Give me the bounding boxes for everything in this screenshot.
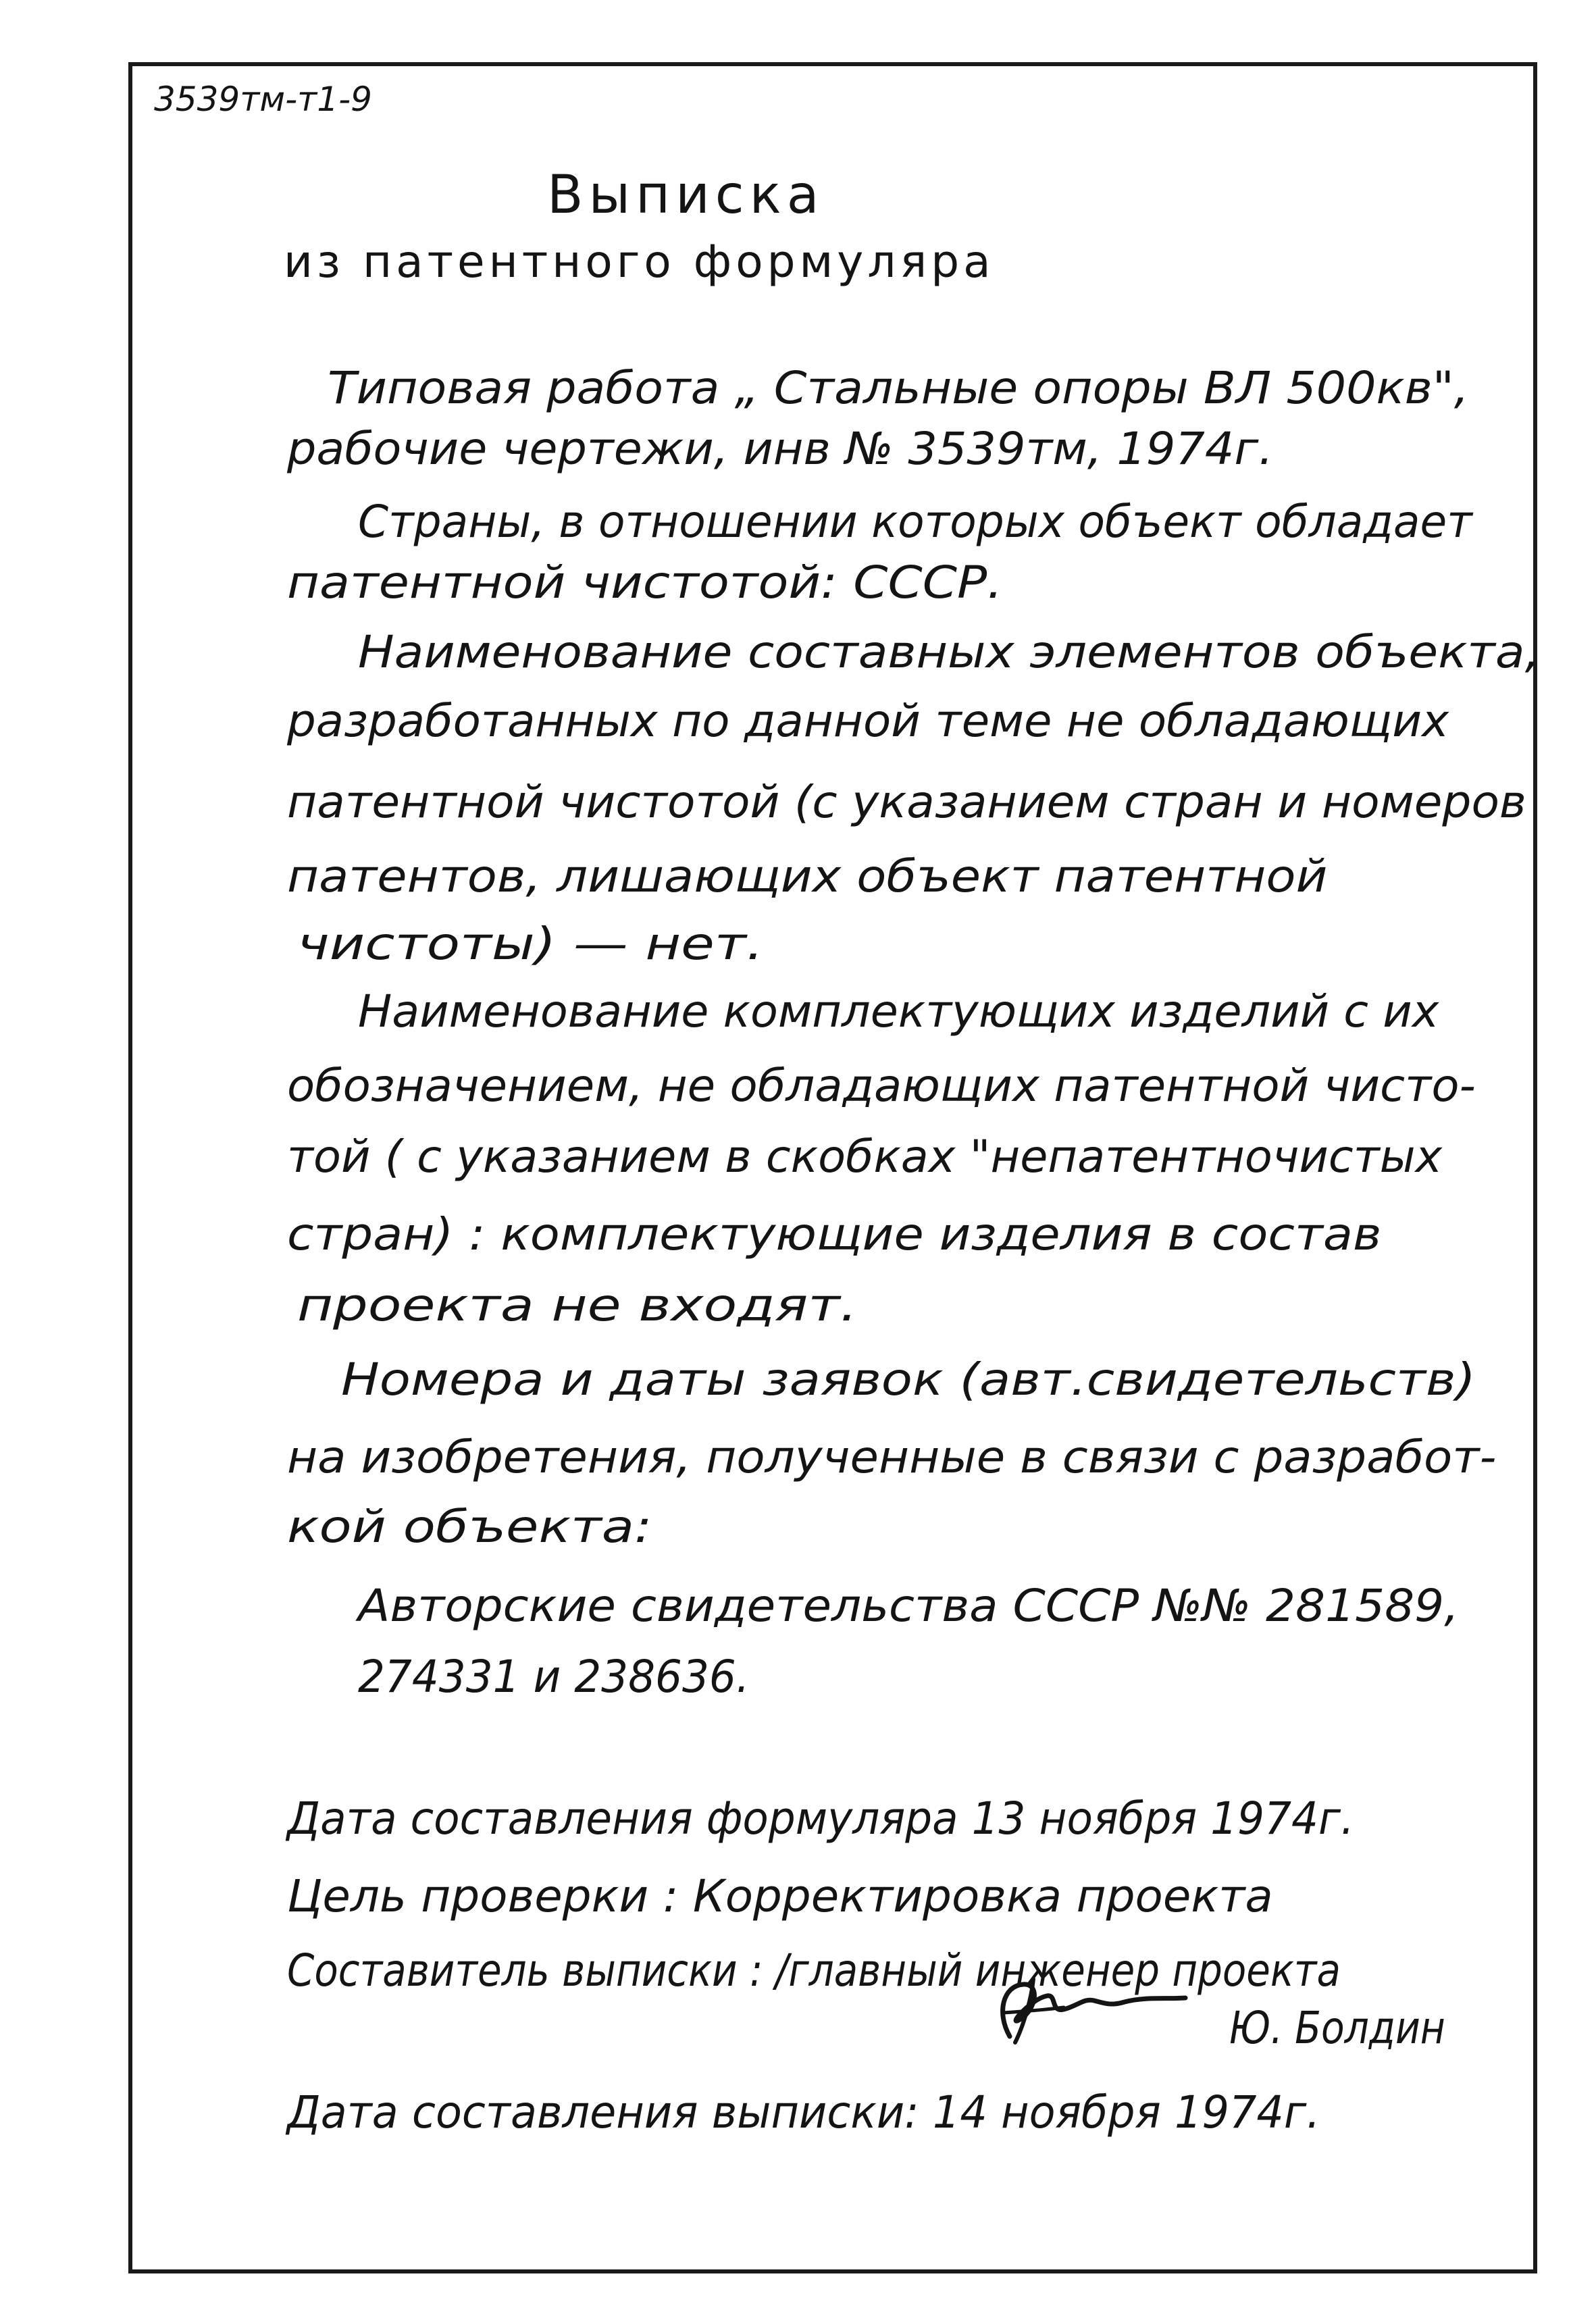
document-subtitle: из патентного формуляра	[284, 236, 995, 288]
compiler-line: Составитель выписки : /главный инженер проекта	[287, 1945, 1341, 1997]
document-title: Выписка	[547, 165, 825, 226]
paragraph-line: обозначением, не обладающих патентной чисто-	[287, 1060, 1476, 1112]
paragraph-line: разработанных по данной теме не обладающих	[287, 695, 1449, 747]
paragraph-line: чистоты) — нет.	[297, 918, 764, 970]
paragraph-line: патентной чистотой: СССР.	[287, 557, 1003, 609]
paragraph-line: Номера и даты заявок (авт.свидетельств)	[341, 1354, 1476, 1406]
paragraph-line: той ( с указанием в скобках "непатентночистых	[287, 1131, 1443, 1183]
paragraph-line: патентов, лишающих объект патентной	[287, 850, 1328, 902]
paragraph-line: 274331 и 238636.	[358, 1651, 750, 1703]
paragraph-line: стран) : комплектующие изделия в состав	[287, 1208, 1382, 1260]
document-code: 3539тм-т1-9	[154, 80, 372, 119]
signer-name: Ю. Болдин	[1229, 2002, 1445, 2054]
paragraph-line: Страны, в отношении которых объект обладает	[358, 496, 1472, 548]
paragraph-line: Типовая работа „ Стальные опоры ВЛ 500кв",	[328, 362, 1469, 414]
paragraph-line: Наименование составных элементов объекта,	[358, 626, 1541, 678]
paragraph-line: патентной чистотой (с указанием стран и номеров	[287, 776, 1526, 828]
extract-date: Дата составления выписки: 14 ноября 1974г.	[287, 2086, 1320, 2138]
paragraph-line: рабочие чертежи, инв № 3539тм, 1974г.	[287, 423, 1274, 475]
paragraph-line: кой объекта:	[287, 1501, 652, 1553]
compile-date: Дата составления формуляра 13 ноября 1974г.	[287, 1793, 1354, 1845]
check-purpose: Цель проверки : Корректировка проекта	[287, 1870, 1273, 1922]
paragraph-line: Наименование комплектующих изделий с их	[358, 985, 1439, 1037]
paragraph-line: на изобретения, полученные в связи с разработ-	[287, 1431, 1497, 1483]
paragraph-line: проекта не входят.	[297, 1279, 858, 1331]
paragraph-line: Авторские свидетельства СССР №№ 281589,	[358, 1580, 1460, 1632]
handwritten-signature	[983, 1972, 1226, 2047]
